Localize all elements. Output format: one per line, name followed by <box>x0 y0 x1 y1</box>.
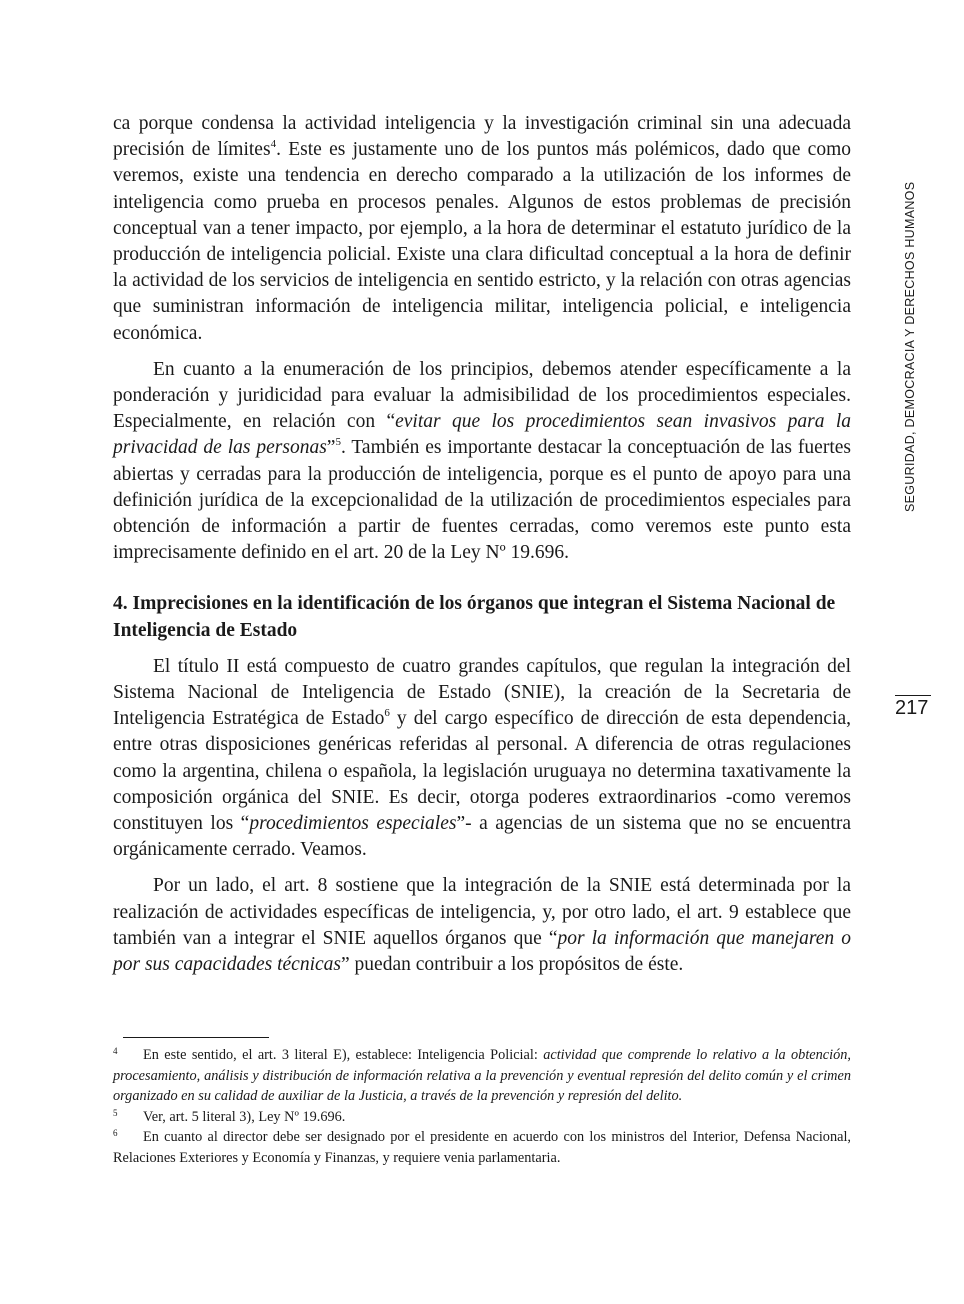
section-heading: 4. Imprecisiones en la identificación de los órganos que integran el Sistema Nacional de Inteligencia de Estado <box>113 593 836 641</box>
footnote-5: 5 Ver, art. 5 literal 3), Ley Nº 19.696. <box>113 1107 346 1125</box>
quoted-text: evitar que los procedimientos sean invasivos para la privacidad de las personas <box>113 411 851 459</box>
paragraph-text: ” <box>326 437 336 459</box>
footnotes <box>113 1045 851 1168</box>
footnote-separator <box>123 1037 269 1038</box>
paragraph-text: El título II está compuesto de cuatro grandes capítulos, que regulan la integración del Sistema Nacional de Inteligencia de Estado (SNIE), la creación de la Secretaria de Inteligencia Estratégica de Estado <box>113 655 851 730</box>
page-number-rule <box>895 695 931 696</box>
footnote-text: Ver, art. 5 literal 3), Ley Nº 19.696. <box>143 1108 346 1125</box>
paragraph-1 <box>113 111 851 347</box>
paragraph-text: En cuanto a la enumeración de los principios, debemos atender específicamente a la ponderación y juridicidad para evaluar la admisibilidad de los procedimientos especiales. Especialmente, en relación con “ <box>113 358 851 433</box>
paragraph-text: ” puedan contribuir a los propósitos de éste. <box>341 954 684 976</box>
footnote-ref-5[interactable]: 5 <box>335 436 341 449</box>
footnote-text: En cuanto al director debe ser designado por el presidente en acuerdo con los ministros del Interior, Defensa Nacional, Relaciones Exteriores y Economía y Finanzas, y requiere venia parlamentaria. <box>113 1129 851 1166</box>
footnote-ref-4[interactable]: 4 <box>270 138 277 151</box>
footnote-quote: actividad que comprende lo relativo a la obtención, procesamiento, análisis y distribución de información relativa a la prevención y eventual represión del delito común y el crimen organizado en su calidad de auxiliar de la Justicia, a través de la prevención y represión del delito. <box>113 1047 851 1104</box>
paragraph-text: ca porque condensa la actividad inteligencia y la investigación criminal sin una adecuada precisión de límites <box>113 113 851 161</box>
paragraph-text: y del cargo específico de dirección de esta dependencia, entre otras disposiciones genéricas referidas al personal. A diferencia de otras regulaciones como la argentina, chilena o española, la legislación uruguaya no determina taxativamente la composición orgánica del SNIE. Es decir, otorga poderes extraordinarios -como veremos constituyen los “ <box>113 708 851 835</box>
quoted-text: por la información que manejaren o por sus capacidades técnicas <box>113 927 852 976</box>
paragraph-text: . Este es justamente uno de los puntos más polémicos, dado que como veremos, existe una tendencia en derecho comparado a la utilización de los informes de inteligencia como prueba en procesos penales. Algunos de estos problemas de precisión conceptual van a tener impacto, por ejemplo, a la hora de determinar el estatuto jurídico de la producción de inteligencia policial. Existe una clara dificultad conceptual a la hora de definir la actividad de los servicios de inteligencia en sentido estricto, y la relación con otras agencias que suministran información de inteligencia militar, inteligencia policial, e inteligencia económica. <box>113 139 852 344</box>
footnote-text: En este sentido, el art. 3 literal E), establece: Inteligencia Policial: <box>143 1047 544 1063</box>
main-text <box>113 111 851 988</box>
quoted-text: procedimientos especiales <box>249 813 457 835</box>
paragraph-text: Por un lado, el art. 8 sostiene que la integración de la SNIE está determinada por la realización de actividades específicas de inteligencia, y, por otro lado, el art. 9 establece que también van a integrar el SNIE aquellos órganos que “ <box>113 875 851 949</box>
footnote-6: 6 En cuanto al director debe ser designado por el presidente en acuerdo con los ministros del Interior, Defensa Nacional, Relaciones Exteriores y Economía y Finanzas, y requiere venia parlamentaria. <box>113 1128 851 1166</box>
footnote-ref-6[interactable]: 6 <box>384 707 390 720</box>
paragraph-text: ”- a agencias de un sistema que no se encuentra orgánicamente cerrado. Veamos. <box>113 813 851 861</box>
footnote-4: 4 En este sentido, el art. 3 literal E), establece: Inteligencia Policial: actividad que comprende lo relativo a la obtención, procesamiento, análisis y distribución de información relativa a la prevención y eventual represión del delito común y el crimen organizado en su calidad de auxiliar de la Justicia, a través de la prevención y represión del delito. <box>113 1046 851 1104</box>
paragraph-4 <box>113 873 851 978</box>
paragraph-2 <box>113 357 851 567</box>
page-number: 217 <box>895 697 929 719</box>
paragraph-text: . También es importante destacar la conceptuación de las fuertes abiertas y cerradas para la producción de inteligencia, porque es el punto de apoyo para una definición jurídica de la excepcionalidad de la utilización de procedimientos especiales para obtención de información a partir de fuentes cerradas, como veremos este punto esta imprecisamente definido en el art. 20 de la Ley Nº 19.696. <box>113 437 851 564</box>
paragraph-3 <box>113 654 851 864</box>
running-header-vertical: SEGURIDAD, DEMOCRACIA Y DERECHOS HUMANOS <box>903 181 917 512</box>
